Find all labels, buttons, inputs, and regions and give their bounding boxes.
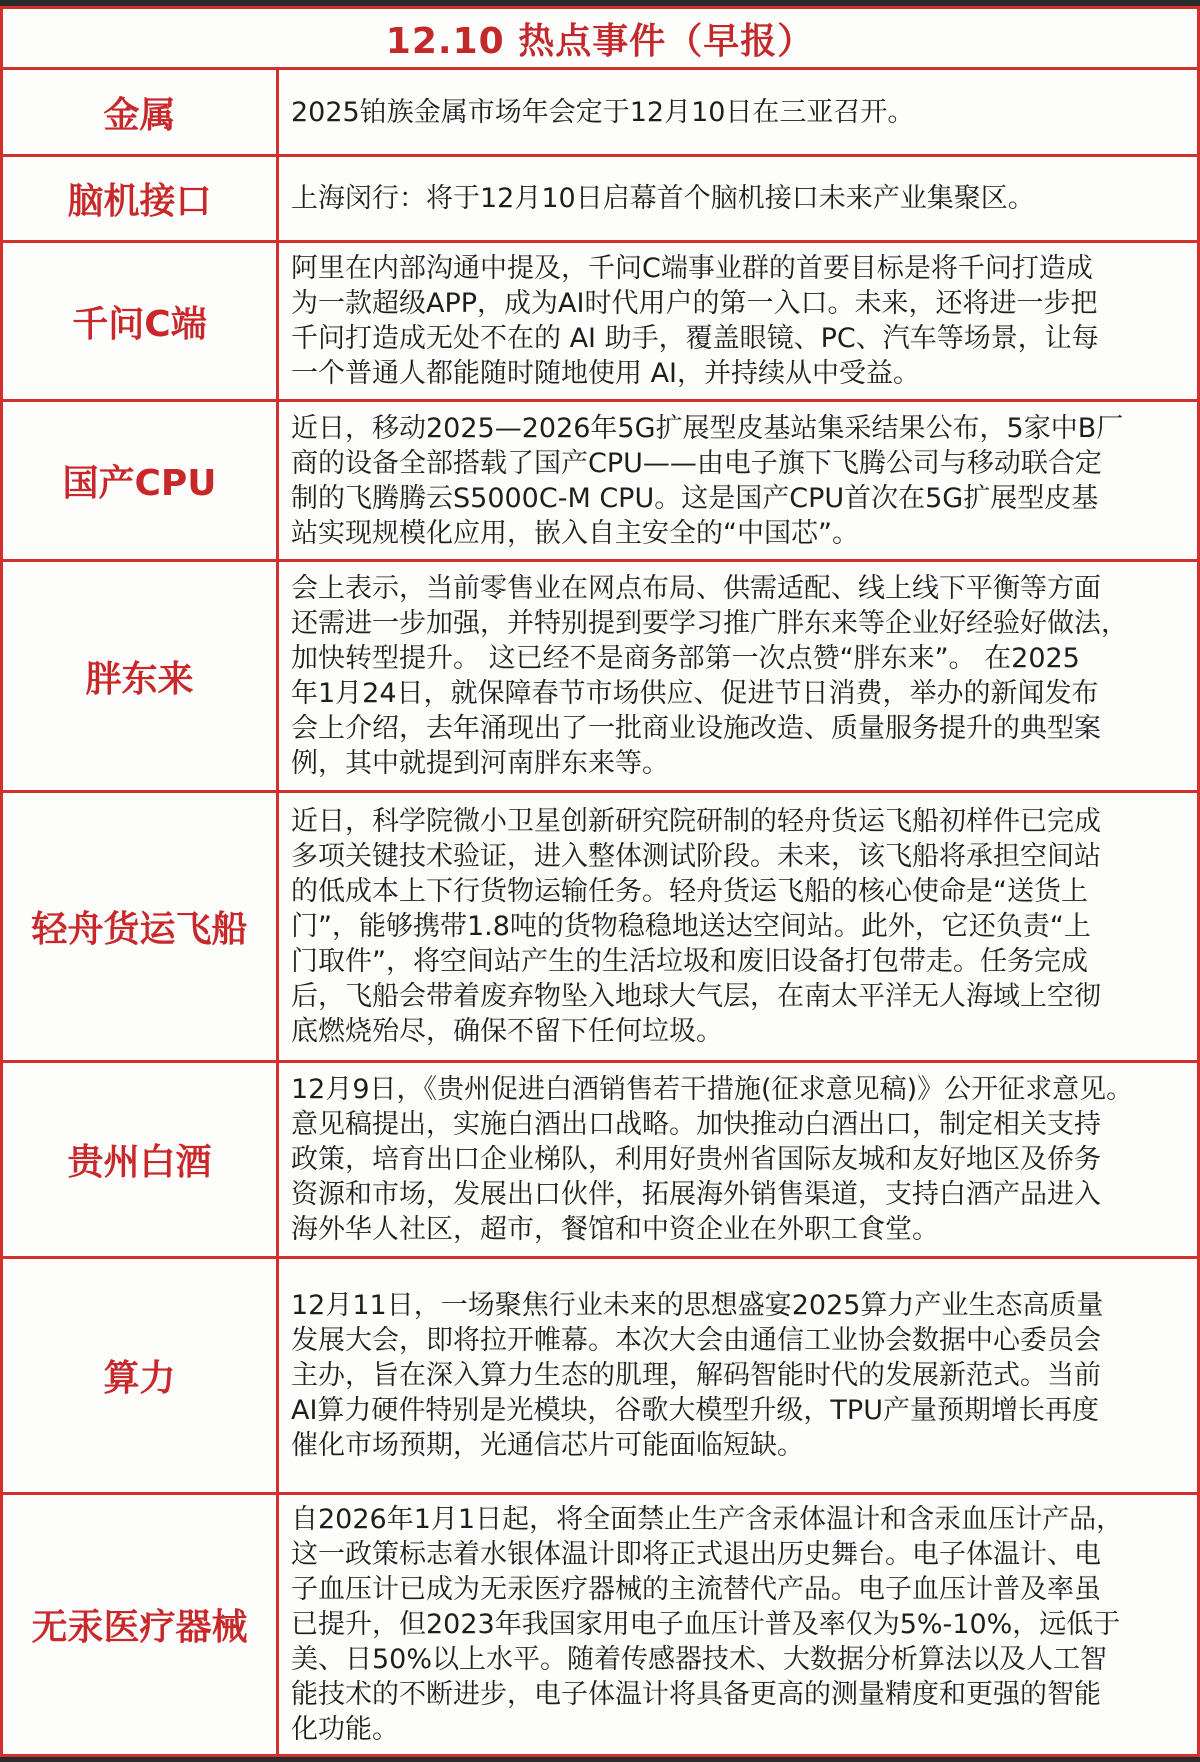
description-line: 的低成本上下行货物运输任务。轻舟货运飞船的核心使命是“送货上 (291, 876, 1088, 907)
description-line: 商的设备全部搭载了国产CPU——由电子旗下飞腾公司与移动联合定 (291, 447, 1102, 479)
category-label: 无汞医疗器械 (31, 1607, 248, 1648)
description-line: 还需进一步加强，并特别提到要学习推广胖东来等企业好经验好做法， (291, 608, 1128, 639)
description-line: 为一款超级APP，成为AI时代用户的第一入口。未来，还将进一步把 (291, 288, 1098, 319)
description-line: 自2026年1月1日起，将全面禁止生产含汞体温计和含汞血压计产品， (291, 1504, 1124, 1535)
event-description (279, 793, 1197, 1060)
event-description (279, 562, 1197, 790)
event-description (279, 243, 1197, 399)
event-description (279, 1259, 1197, 1492)
hot-events-table (0, 6, 1200, 1757)
event-description (279, 1495, 1197, 1754)
event-description (279, 1063, 1197, 1256)
category-label: 胖东来 (85, 658, 194, 700)
description-line: 阿里在内部沟通中提及，千问C端事业群的首要目标是将千问打造成 (291, 253, 1093, 284)
description-line: 海外华人社区，超市，餐馆和中资企业在外职工食堂。 (291, 1214, 939, 1245)
event-description (279, 157, 1197, 240)
category-cell (3, 402, 279, 559)
category-cell (3, 1063, 279, 1256)
page-title: 12.10 热点事件（早报） (385, 20, 815, 62)
event-row-metals (3, 70, 1197, 157)
description-line: 年1月24日，就保障春节市场供应、促进节日消费，举办的新闻发布 (291, 678, 1099, 709)
category-label: 千问C端 (72, 303, 207, 345)
description-line: 已提升，但2023年我国家用电子血压计普及率仅为5%-10%，远低于 (291, 1609, 1121, 1640)
category-label: 金属 (103, 94, 176, 136)
category-label: 算力 (103, 1358, 176, 1399)
description-line: 例，其中就提到河南胖东来等。 (291, 748, 669, 779)
category-label: 贵州白酒 (67, 1142, 212, 1183)
description-line: 制的飞腾腾云S5000C-M CPU。这是国产CPU首次在5G扩展型皮基 (291, 482, 1099, 514)
event-row-mercury-free-devices (3, 1495, 1197, 1754)
description-line: 发展大会，即将拉开帷幕。本次大会由通信工业协会数据中心委员会 (291, 1325, 1101, 1356)
category-label: 国产CPU (62, 463, 217, 504)
description-line: 美、日50%以上水平。随着传感器技术、大数据分析算法以及人工智 (291, 1644, 1108, 1675)
description-line: 后，飞船会带着废弃物坠入地球大气层，在南太平洋无人海域上空彻 (291, 981, 1101, 1012)
category-label: 脑机接口 (67, 181, 212, 222)
event-description (279, 402, 1197, 559)
description-line: 能技术的不断进步，电子体温计将具备更高的测量精度和更强的智能 (291, 1679, 1101, 1710)
description-line: 会上表示，当前零售业在网点布局、供需适配、线上线下平衡等方面 (291, 573, 1101, 604)
description-line: 加快转型提升。 这已经不是商务部第一次点赞“胖东来”。 在2025 (291, 643, 1080, 674)
event-row-bci (3, 157, 1197, 243)
category-cell (3, 157, 279, 240)
description-line: 门取件”，将空间站产生的生活垃圾和废旧设备打包带走。任务完成 (291, 946, 1088, 977)
description-line: 底燃烧殆尽，确保不留下任何垃圾。 (291, 1016, 723, 1047)
category-cell (3, 1495, 279, 1754)
description-line: AI算力硬件特别是光模块，谷歌大模型升级，TPU产量预期增长再度 (291, 1395, 1099, 1426)
description-line: 近日，科学院微小卫星创新研究院研制的轻舟货运飞船初样件已完成 (291, 806, 1101, 837)
description-line: 这一政策标志着水银体温计即将正式退出历史舞台。电子体温计、电 (291, 1539, 1101, 1570)
category-cell (3, 1259, 279, 1492)
description-line: 化功能。 (291, 1714, 399, 1745)
description-line: 12月9日，《贵州促进白酒销售若干措施(征求意见稿)》公开征求意见。 (291, 1074, 1134, 1105)
event-row-domestic-cpu (3, 402, 1197, 562)
category-label: 轻舟货运飞船 (31, 909, 248, 950)
category-cell (3, 793, 279, 1060)
description-line: 子血压计已成为无汞医疗器械的主流替代产品。电子血压计普及率虽 (291, 1574, 1101, 1605)
event-row-guizhou-baijiu (3, 1063, 1197, 1259)
description-line: 一个普通人都能随时随地使用 AI，并持续从中受益。 (291, 358, 921, 389)
event-description (279, 70, 1197, 154)
event-row-qingzhou-cargo (3, 793, 1197, 1063)
category-cell (3, 562, 279, 790)
description-line: 近日，移动2025—2026年5G扩展型皮基站集采结果公布，5家中B厂 (291, 412, 1124, 444)
description-line: 千问打造成无处不在的 AI 助手，覆盖眼镜、PC、汽车等场景，让每 (291, 323, 1099, 354)
event-row-qianwen (3, 243, 1197, 402)
event-row-pangdonglai (3, 562, 1197, 793)
title-row (3, 9, 1197, 70)
description-line: 会上介绍，去年涌现出了一批商业设施改造、质量服务提升的典型案 (291, 713, 1101, 744)
description-line: 主办，旨在深入算力生态的肌理，解码智能时代的发展新范式。当前 (291, 1360, 1101, 1391)
description-line: 上海闵行：将于12月10日启幕首个脑机接口未来产业集聚区。 (291, 183, 1035, 214)
description-line: 2025铂族金属市场年会定于12月10日在三亚召开。 (291, 96, 915, 128)
description-line: 意见稿提出，实施白酒出口战略。加快推动白酒出口，制定相关支持 (291, 1109, 1101, 1140)
category-cell (3, 70, 279, 154)
event-row-computing-power (3, 1259, 1197, 1495)
description-line: 资源和市场，发展出口伙伴，拓展海外销售渠道，支持白酒产品进入 (291, 1179, 1101, 1210)
bottom-frame-bar (0, 1757, 1200, 1762)
description-line: 门”，能够携带1.8吨的货物稳稳地送达空间站。此外，它还负责“上 (291, 911, 1091, 942)
description-line: 多项关键技术验证，进入整体测试阶段。未来，该飞船将承担空间站 (291, 841, 1101, 872)
description-line: 12月11日，一场聚焦行业未来的思想盛宴2025算力产业生态高质量 (291, 1290, 1104, 1321)
category-cell (3, 243, 279, 399)
description-line: 站实现规模化应用，嵌入自主安全的“中国芯”。 (291, 517, 859, 549)
description-line: 催化市场预期，光通信芯片可能面临短缺。 (291, 1430, 804, 1461)
description-line: 政策，培育出口企业梯队，利用好贵州省国际友城和友好地区及侨务 (291, 1144, 1101, 1175)
